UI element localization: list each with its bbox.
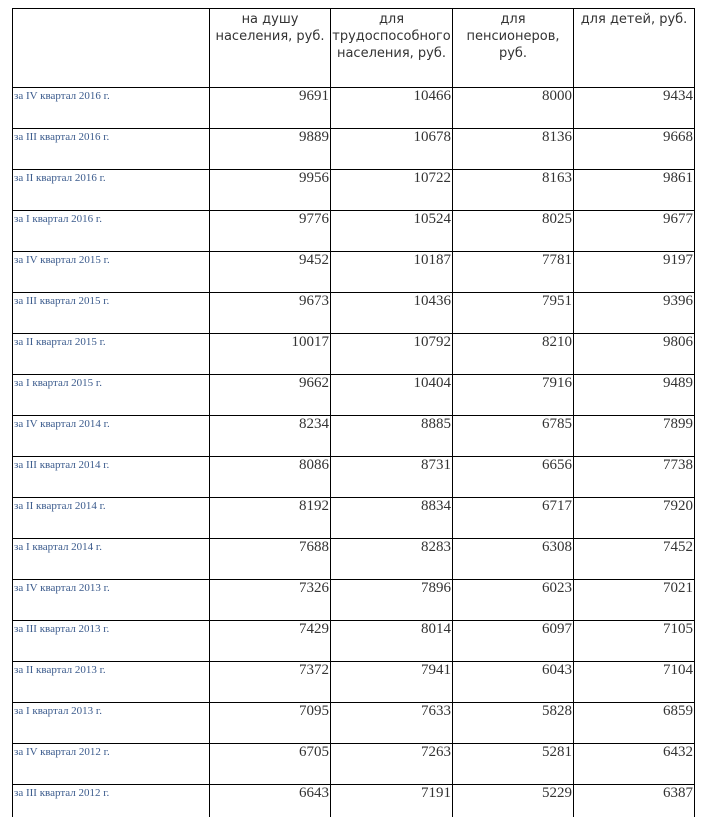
table-header-row	[13, 9, 695, 88]
table-row	[13, 621, 695, 662]
per-capita-value: 6643	[210, 785, 331, 817]
pensioners-value: 6656	[453, 457, 574, 498]
pensioners-value: 7916	[453, 375, 574, 416]
working-age-value: 10722	[331, 170, 453, 211]
working-age-value: 8731	[331, 457, 453, 498]
pensioners-value: 6785	[453, 416, 574, 457]
working-age-value: 7941	[331, 662, 453, 703]
pensioners-value: 8210	[453, 334, 574, 375]
table-row	[13, 662, 695, 703]
working-age-value: 8885	[331, 416, 453, 457]
working-age-value: 10404	[331, 375, 453, 416]
table-row	[13, 293, 695, 334]
working-age-value: 10678	[331, 129, 453, 170]
working-age-value: 8014	[331, 621, 453, 662]
per-capita-value: 6705	[210, 744, 331, 785]
per-capita-value: 8234	[210, 416, 331, 457]
children-value: 9396	[574, 293, 695, 334]
children-value: 7021	[574, 580, 695, 621]
period-link[interactable]: за II квартал 2013 г.	[13, 662, 210, 703]
children-value: 7738	[574, 457, 695, 498]
period-link[interactable]: за II квартал 2014 г.	[13, 498, 210, 539]
working-age-value: 8283	[331, 539, 453, 580]
table-row	[13, 457, 695, 498]
per-capita-value: 9452	[210, 252, 331, 293]
per-capita-value: 9691	[210, 88, 331, 129]
subsistence-minimum-table	[12, 8, 695, 817]
working-age-value: 10792	[331, 334, 453, 375]
period-link[interactable]: за IV квартал 2014 г.	[13, 416, 210, 457]
table-row	[13, 375, 695, 416]
working-age-value: 10524	[331, 211, 453, 252]
pensioners-value: 6023	[453, 580, 574, 621]
period-link[interactable]: за III квартал 2015 г.	[13, 293, 210, 334]
working-age-value: 7633	[331, 703, 453, 744]
table-row	[13, 416, 695, 457]
pensioners-value: 8163	[453, 170, 574, 211]
working-age-value: 7191	[331, 785, 453, 817]
per-capita-value: 7095	[210, 703, 331, 744]
pensioners-value: 7781	[453, 252, 574, 293]
table-row	[13, 88, 695, 129]
pensioners-value: 6717	[453, 498, 574, 539]
per-capita-value: 9889	[210, 129, 331, 170]
pensioners-value: 8000	[453, 88, 574, 129]
children-value: 9197	[574, 252, 695, 293]
table-row	[13, 498, 695, 539]
period-link[interactable]: за I квартал 2013 г.	[13, 703, 210, 744]
children-value: 7104	[574, 662, 695, 703]
working-age-value: 7263	[331, 744, 453, 785]
pensioners-value: 7951	[453, 293, 574, 334]
per-capita-value: 7688	[210, 539, 331, 580]
period-link[interactable]: за III квартал 2014 г.	[13, 457, 210, 498]
working-age-value: 10436	[331, 293, 453, 334]
working-age-value: 7896	[331, 580, 453, 621]
period-link[interactable]: за III квартал 2012 г.	[13, 785, 210, 817]
table-row	[13, 744, 695, 785]
period-link[interactable]: за II квартал 2015 г.	[13, 334, 210, 375]
period-link[interactable]: за IV квартал 2016 г.	[13, 88, 210, 129]
per-capita-value: 7429	[210, 621, 331, 662]
header-pensioners: для пенсионеров, руб.	[453, 9, 574, 88]
children-value: 6432	[574, 744, 695, 785]
period-link[interactable]: за I квартал 2014 г.	[13, 539, 210, 580]
period-link[interactable]: за II квартал 2016 г.	[13, 170, 210, 211]
table-row	[13, 334, 695, 375]
table-row	[13, 580, 695, 621]
children-value: 9668	[574, 129, 695, 170]
children-value: 9806	[574, 334, 695, 375]
pensioners-value: 8136	[453, 129, 574, 170]
pensioners-value: 5281	[453, 744, 574, 785]
pensioners-value: 5828	[453, 703, 574, 744]
header-corner-cell	[13, 9, 210, 88]
per-capita-value: 8192	[210, 498, 331, 539]
table-row	[13, 211, 695, 252]
working-age-value: 8834	[331, 498, 453, 539]
children-value: 9677	[574, 211, 695, 252]
per-capita-value: 9776	[210, 211, 331, 252]
children-value: 6859	[574, 703, 695, 744]
period-link[interactable]: за I квартал 2016 г.	[13, 211, 210, 252]
children-value: 7920	[574, 498, 695, 539]
per-capita-value: 9956	[210, 170, 331, 211]
pensioners-value: 6043	[453, 662, 574, 703]
per-capita-value: 10017	[210, 334, 331, 375]
per-capita-value: 7326	[210, 580, 331, 621]
pensioners-value: 6097	[453, 621, 574, 662]
table-row	[13, 703, 695, 744]
pensioners-value: 8025	[453, 211, 574, 252]
per-capita-value: 8086	[210, 457, 331, 498]
header-children: для детей, руб.	[574, 9, 695, 88]
table-row	[13, 539, 695, 580]
per-capita-value: 9662	[210, 375, 331, 416]
table-row	[13, 252, 695, 293]
children-value: 7899	[574, 416, 695, 457]
period-link[interactable]: за IV квартал 2015 г.	[13, 252, 210, 293]
children-value: 9489	[574, 375, 695, 416]
table-row	[13, 129, 695, 170]
children-value: 9861	[574, 170, 695, 211]
period-link[interactable]: за IV квартал 2012 г.	[13, 744, 210, 785]
header-per-capita: на душу населения, руб.	[210, 9, 331, 88]
children-value: 6387	[574, 785, 695, 817]
pensioners-value: 5229	[453, 785, 574, 817]
table-row	[13, 170, 695, 211]
period-link[interactable]: за IV квартал 2013 г.	[13, 580, 210, 621]
per-capita-value: 9673	[210, 293, 331, 334]
working-age-value: 10466	[331, 88, 453, 129]
table-row	[13, 785, 695, 817]
children-value: 7105	[574, 621, 695, 662]
per-capita-value: 7372	[210, 662, 331, 703]
working-age-value: 10187	[331, 252, 453, 293]
period-link[interactable]: за III квартал 2016 г.	[13, 129, 210, 170]
children-value: 9434	[574, 88, 695, 129]
period-link[interactable]: за III квартал 2013 г.	[13, 621, 210, 662]
pensioners-value: 6308	[453, 539, 574, 580]
header-working-age: для трудоспособного населения, руб.	[331, 9, 453, 88]
children-value: 7452	[574, 539, 695, 580]
period-link[interactable]: за I квартал 2015 г.	[13, 375, 210, 416]
